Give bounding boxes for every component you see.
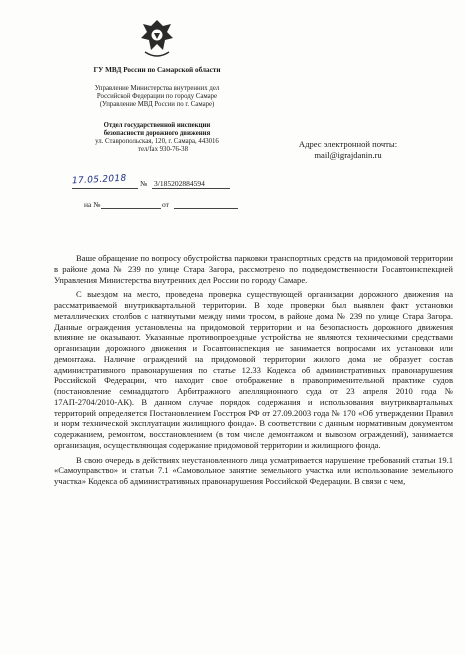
date-underline: [72, 188, 138, 189]
letterhead-admin: [62, 85, 252, 109]
letterhead-admin-line: Российской Федерации по городу Самаре: [96, 93, 218, 100]
reply-to-label: на №: [84, 200, 101, 209]
letterhead-org: ГУ МВД России по Самарской области: [93, 66, 221, 74]
body-paragraph: Ваше обращение по вопросу обустройства парковки транспортных средств на придомовой территории в районе дома № 239 по улице Стара Загора, рассмотрено по подведомственности Госавтоинспекцией Управления Министерства внутренних дел России по городу Самаре.: [54, 253, 453, 285]
letterhead-dept-line: безопасности дорожного движения: [103, 130, 211, 137]
reply-date-label: от: [162, 200, 169, 209]
number-label: №: [140, 179, 148, 188]
letterhead-dept: [62, 122, 252, 138]
handwritten-date: 17.05.2018: [71, 173, 127, 187]
registration-number: 3/185202884594: [154, 179, 205, 188]
letterhead-admin-line: Управление Министерства внутренних дел: [94, 85, 220, 92]
recipient-email: mail@igrajdanin.ru: [314, 150, 382, 160]
letter-body: [54, 253, 453, 491]
letterhead-address: ул. Ставропольская, 120, г. Самара, 443016: [95, 138, 219, 145]
recipient-label: Адрес электронной почты:: [298, 139, 398, 149]
letterhead-tel: тел/fax 930-76-38: [138, 146, 188, 153]
letterhead-admin-line: (Управление МВД России по г. Самаре): [99, 101, 215, 108]
reply-date-underline: [174, 208, 238, 209]
body-paragraph: В свою очередь в действиях неустановленного лица усматривается нарушение требований статьи 19.1 «Самоуправство» и статьи 7.1 «Самовольное занятие земельного участка или использование земельного участка» Кодекса об административных правонарушения Российской Федерации. В связи с чем,: [54, 454, 453, 486]
letterhead-dept-line: Отдел государственной инспекции: [103, 122, 211, 129]
reply-to-underline: [101, 208, 161, 209]
mvd-emblem-icon: [137, 16, 177, 60]
body-paragraph: С выездом на место, проведена проверка существующей организации дорожного движения на рассматриваемой внутриквартальной территории. В ходе проверки был выявлен факт установки металлических столбов с натянутыми между ними тросом, в районе дома № 239 по улице Стара Загора. Данные ограждения установлены на придомовой территории и на безопасность дорожного движения влияние не оказывают. Указанные противопроездные устройства не являются техническими средствами организации дорожного движения и Госавтоинспекция не занимается вопросами их установки или демонтажа. Наличие ограждений на придомовой территории жилого дома не образует состав административного правонарушения по статье 12.33 Кодекса об административных правонарушения Российской Федерации, что находит свое отображение в правоприменительной практике судов (постановление семнадцатого Арбитражного апелляционного суда от 23 апреля 2010 года № 17АП-2704/2010-АК). В данном случае порядок содержания и использования внутриквартальных территорий определяется Постановлением Госстроя РФ от 27.09.2003 года № 170 «Об утверждении Правил и норм технической эксплуатации жилищного фонда». В соответствии с данным нормативным документом содержанием, ремонтом, восстановлением (в том числе демонтажом и вывозом ограждений), занимается организация, осуществляющая содержание придомовой территории и жилищного фонда.: [54, 289, 453, 450]
recipient-block: [278, 139, 418, 161]
number-underline: [152, 188, 230, 189]
